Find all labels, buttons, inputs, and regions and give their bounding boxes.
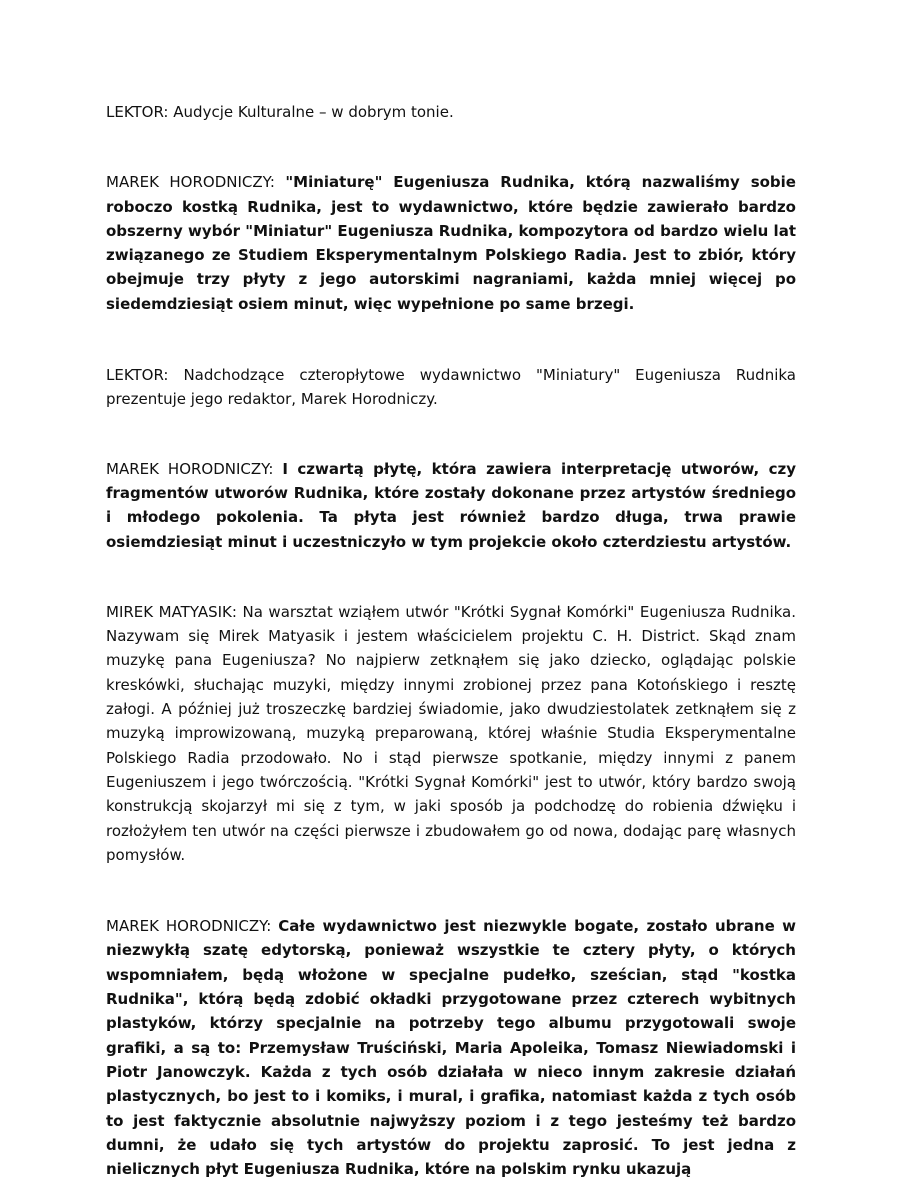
paragraph-matyasik (106, 600, 796, 867)
speaker-label: MAREK HORODNICZY: (106, 173, 275, 192)
speaker-label: MAREK HORODNICZY: (106, 917, 272, 936)
paragraph-text: Audycje Kulturalne – w dobrym tonie. (173, 103, 454, 121)
paragraph-text: Nadchodzące czteropłytowe wydawnictwo "Miniatury" Eugeniusza Rudnika prezentuje jego redaktor, Marek Horodniczy. (106, 366, 796, 409)
speaker-label: MIREK MATYASIK: (106, 602, 237, 621)
paragraph-text: I czwartą płytę, która zawiera interpretację utworów, czy fragmentów utworów Rudnika, które zostały dokonane przez artystów średniego i młodego pokolenia. Ta płyta jest również bardzo długa, trwa prawie osiemdziesiąt minut i uczestniczyło w tym projekcie około czterdziestu artystów. (106, 459, 796, 551)
document-page (106, 100, 796, 1181)
paragraph-lektor-intro (106, 100, 796, 124)
paragraph-horodniczy-3 (106, 914, 796, 1181)
paragraph-text: Całe wydawnictwo jest niezwykle bogate, zostało ubrane w niezwykłą szatę edytorską, ponieważ wszystkie te cztery płyty, o których wspomniałem, będą włożone w specjalne pudełko, sześcian, stąd "kostka Rudnika", którą będą zdobić okładki przygotowane przez czterech wybitnych plastyków, którzy specjalnie na potrzeby tego albumu przygotowali swoje grafiki, a są to: Przemysław Truściński, Maria Apoleika, Tomasz Niewiadomski i Piotr Janowczyk. Każda z tych osób działała w nieco innym zakresie działań plastycznych, bo jest to i komiks, i mural, i grafika, natomiast każda z tych osób to jest faktycznie absolutnie najwyższy poziom i z tego jesteśmy też bardzo dumni, że udało się tych artystów do projektu zaprosić. To jest jedna z nielicznych płyt Eugeniusza Rudnika, które na polskim rynku ukazują (106, 917, 796, 1179)
paragraph-text: "Miniaturę" Eugeniusza Rudnika, którą nazwaliśmy sobie roboczo kostką Rudnika, jest to wydawnictwo, które będzie zawierało bardzo obszerny wybór "Miniatur" Eugeniusza Rudnika, kompozytora od bardzo wielu lat związanego ze Studiem Eksperymentalnym Polskiego Radia. Jest to zbiór, który obejmuje trzy płyty z jego autorskimi nagraniami, każda mniej więcej po siedemdziesiąt osiem minut, więc wypełnione po same brzegi. (106, 173, 796, 313)
paragraph-horodniczy-2 (106, 457, 796, 554)
speaker-label: LEKTOR: (106, 366, 169, 385)
paragraph-lektor-2 (106, 363, 796, 412)
paragraph-text: Na warsztat wziąłem utwór "Krótki Sygnał Komórki" Eugeniusza Rudnika. Nazywam się Mirek Matyasik i jestem właścicielem projektu C. H. District. Skąd znam muzykę pana Eugeniusza? No najpierw zetknąłem się jako dziecko, oglądając polskie kreskówki, słuchając muzyki, między innymi zrobionej przez pana Kotońskiego i resztę załogi. A później już troszeczkę bardziej świadomie, jako dwudziestolatek zetknąłem się z muzyką improwizowaną, muzyką preparowaną, której właśnie Studia Eksperymentalne Polskiego Radia przodowało. No i stąd pierwsze spotkanie, między innymi z panem Eugeniuszem i jego twórczością. "Krótki Sygnał Komórki" jest to utwór, który bardzo swoją konstrukcją skojarzył mi się z tym, w jaki sposób ja podchodzę do robienia dźwięku i rozłożyłem ten utwór na części pierwsze i zbudowałem go od nowa, dodając parę własnych pomysłów. (106, 602, 797, 864)
speaker-label: MAREK HORODNICZY: (106, 459, 274, 478)
paragraph-horodniczy-1 (106, 170, 796, 316)
speaker-label: LEKTOR: (106, 103, 169, 121)
